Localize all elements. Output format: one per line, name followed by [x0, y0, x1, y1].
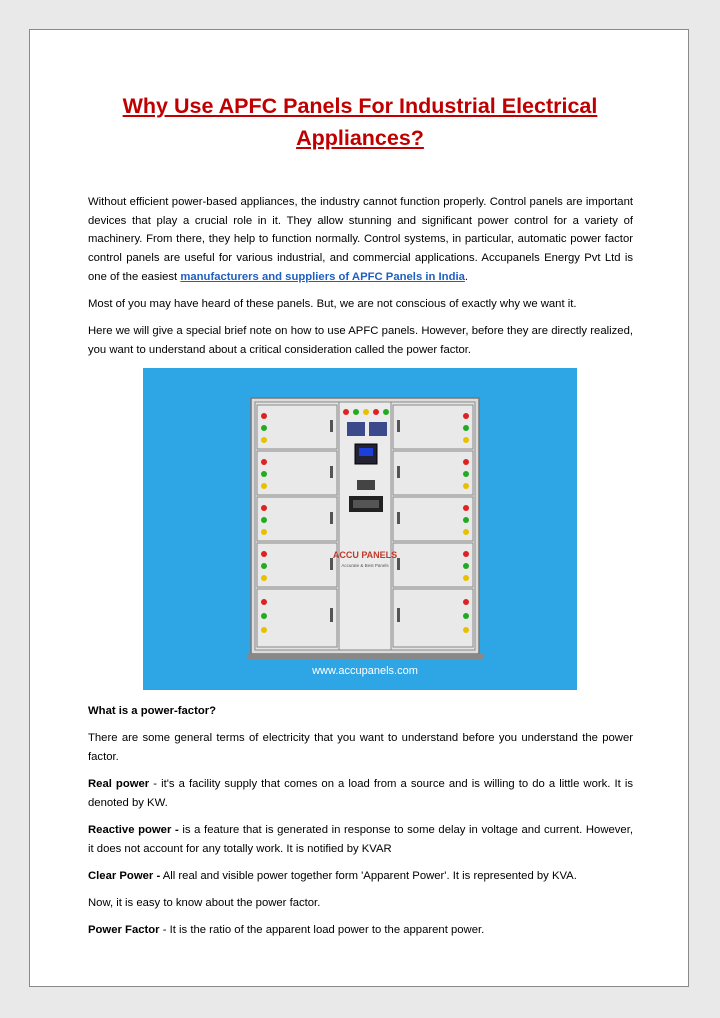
- document-page: [29, 29, 689, 987]
- term-text: it's a facility supply that comes on a load from a source and is willing to do a little work. It is denoted by KW.: [88, 778, 633, 809]
- term-separator: -: [159, 924, 170, 937]
- now-paragraph: Now, it is easy to know about the power factor.: [88, 897, 321, 910]
- apfc-panel-image: [143, 368, 577, 690]
- paragraph-2: Most of you may have heard of these panels. But, we are not conscious of exactly why we want it.: [88, 298, 577, 311]
- power-factor-heading: What is a power-factor?: [88, 705, 217, 718]
- definition-power-factor: [88, 921, 633, 940]
- panel-logo-tagline: Accurate & Best Panels: [341, 563, 389, 569]
- definition-clear-power: [88, 867, 633, 886]
- page-title: Why Use APFC Panels For Industrial Electrical Appliances?: [122, 94, 598, 150]
- term-text: All real and visible power together form 'Apparent Power'. It is represented by KVA.: [162, 870, 577, 883]
- term-text: is a feature that is generated in response to some delay in voltage and current. However, it does not account for any totally work. It is notified by KVAR: [88, 824, 633, 855]
- term-label: Reactive power -: [88, 824, 179, 837]
- article-body: [88, 193, 633, 949]
- terms-paragraph: There are some general terms of electricity that you want to understand before you understand the power factor.: [88, 732, 633, 764]
- term-label: Clear Power -: [88, 870, 161, 883]
- paragraph-3: Here we will give a special brief note on how to use APFC panels. However, before they are directly realized, you want to understand about a critical consideration called the power factor.: [88, 325, 633, 356]
- term-label: Power Factor: [88, 924, 160, 937]
- intro-paragraph: [88, 193, 633, 287]
- panel-logo: ACCU PANELS: [332, 550, 398, 561]
- image-url-caption: www.accupanels.com: [312, 665, 418, 678]
- definition-real-power: [88, 775, 633, 812]
- apfc-manufacturers-link[interactable]: manufacturers and suppliers of APFC Panels in India: [180, 270, 465, 283]
- term-separator: -: [149, 778, 162, 791]
- intro-text: Without efficient power-based appliances, the industry cannot function properly. Control panels are important devices that play a crucial role in it. They allow stunning and significant power control for a variety of machinery. From there, they help to function normally. Control systems, in particular, automatic power factor control panels are useful for various industrial, and commercial applications. Accupanels Energy Pvt Ltd is one of the easiest: [88, 196, 633, 283]
- term-text: It is the ratio of the apparent load power to the apparent power.: [169, 924, 485, 937]
- definition-reactive-power: [88, 821, 633, 858]
- intro-end: .: [464, 270, 469, 283]
- term-label: Real power: [88, 778, 150, 791]
